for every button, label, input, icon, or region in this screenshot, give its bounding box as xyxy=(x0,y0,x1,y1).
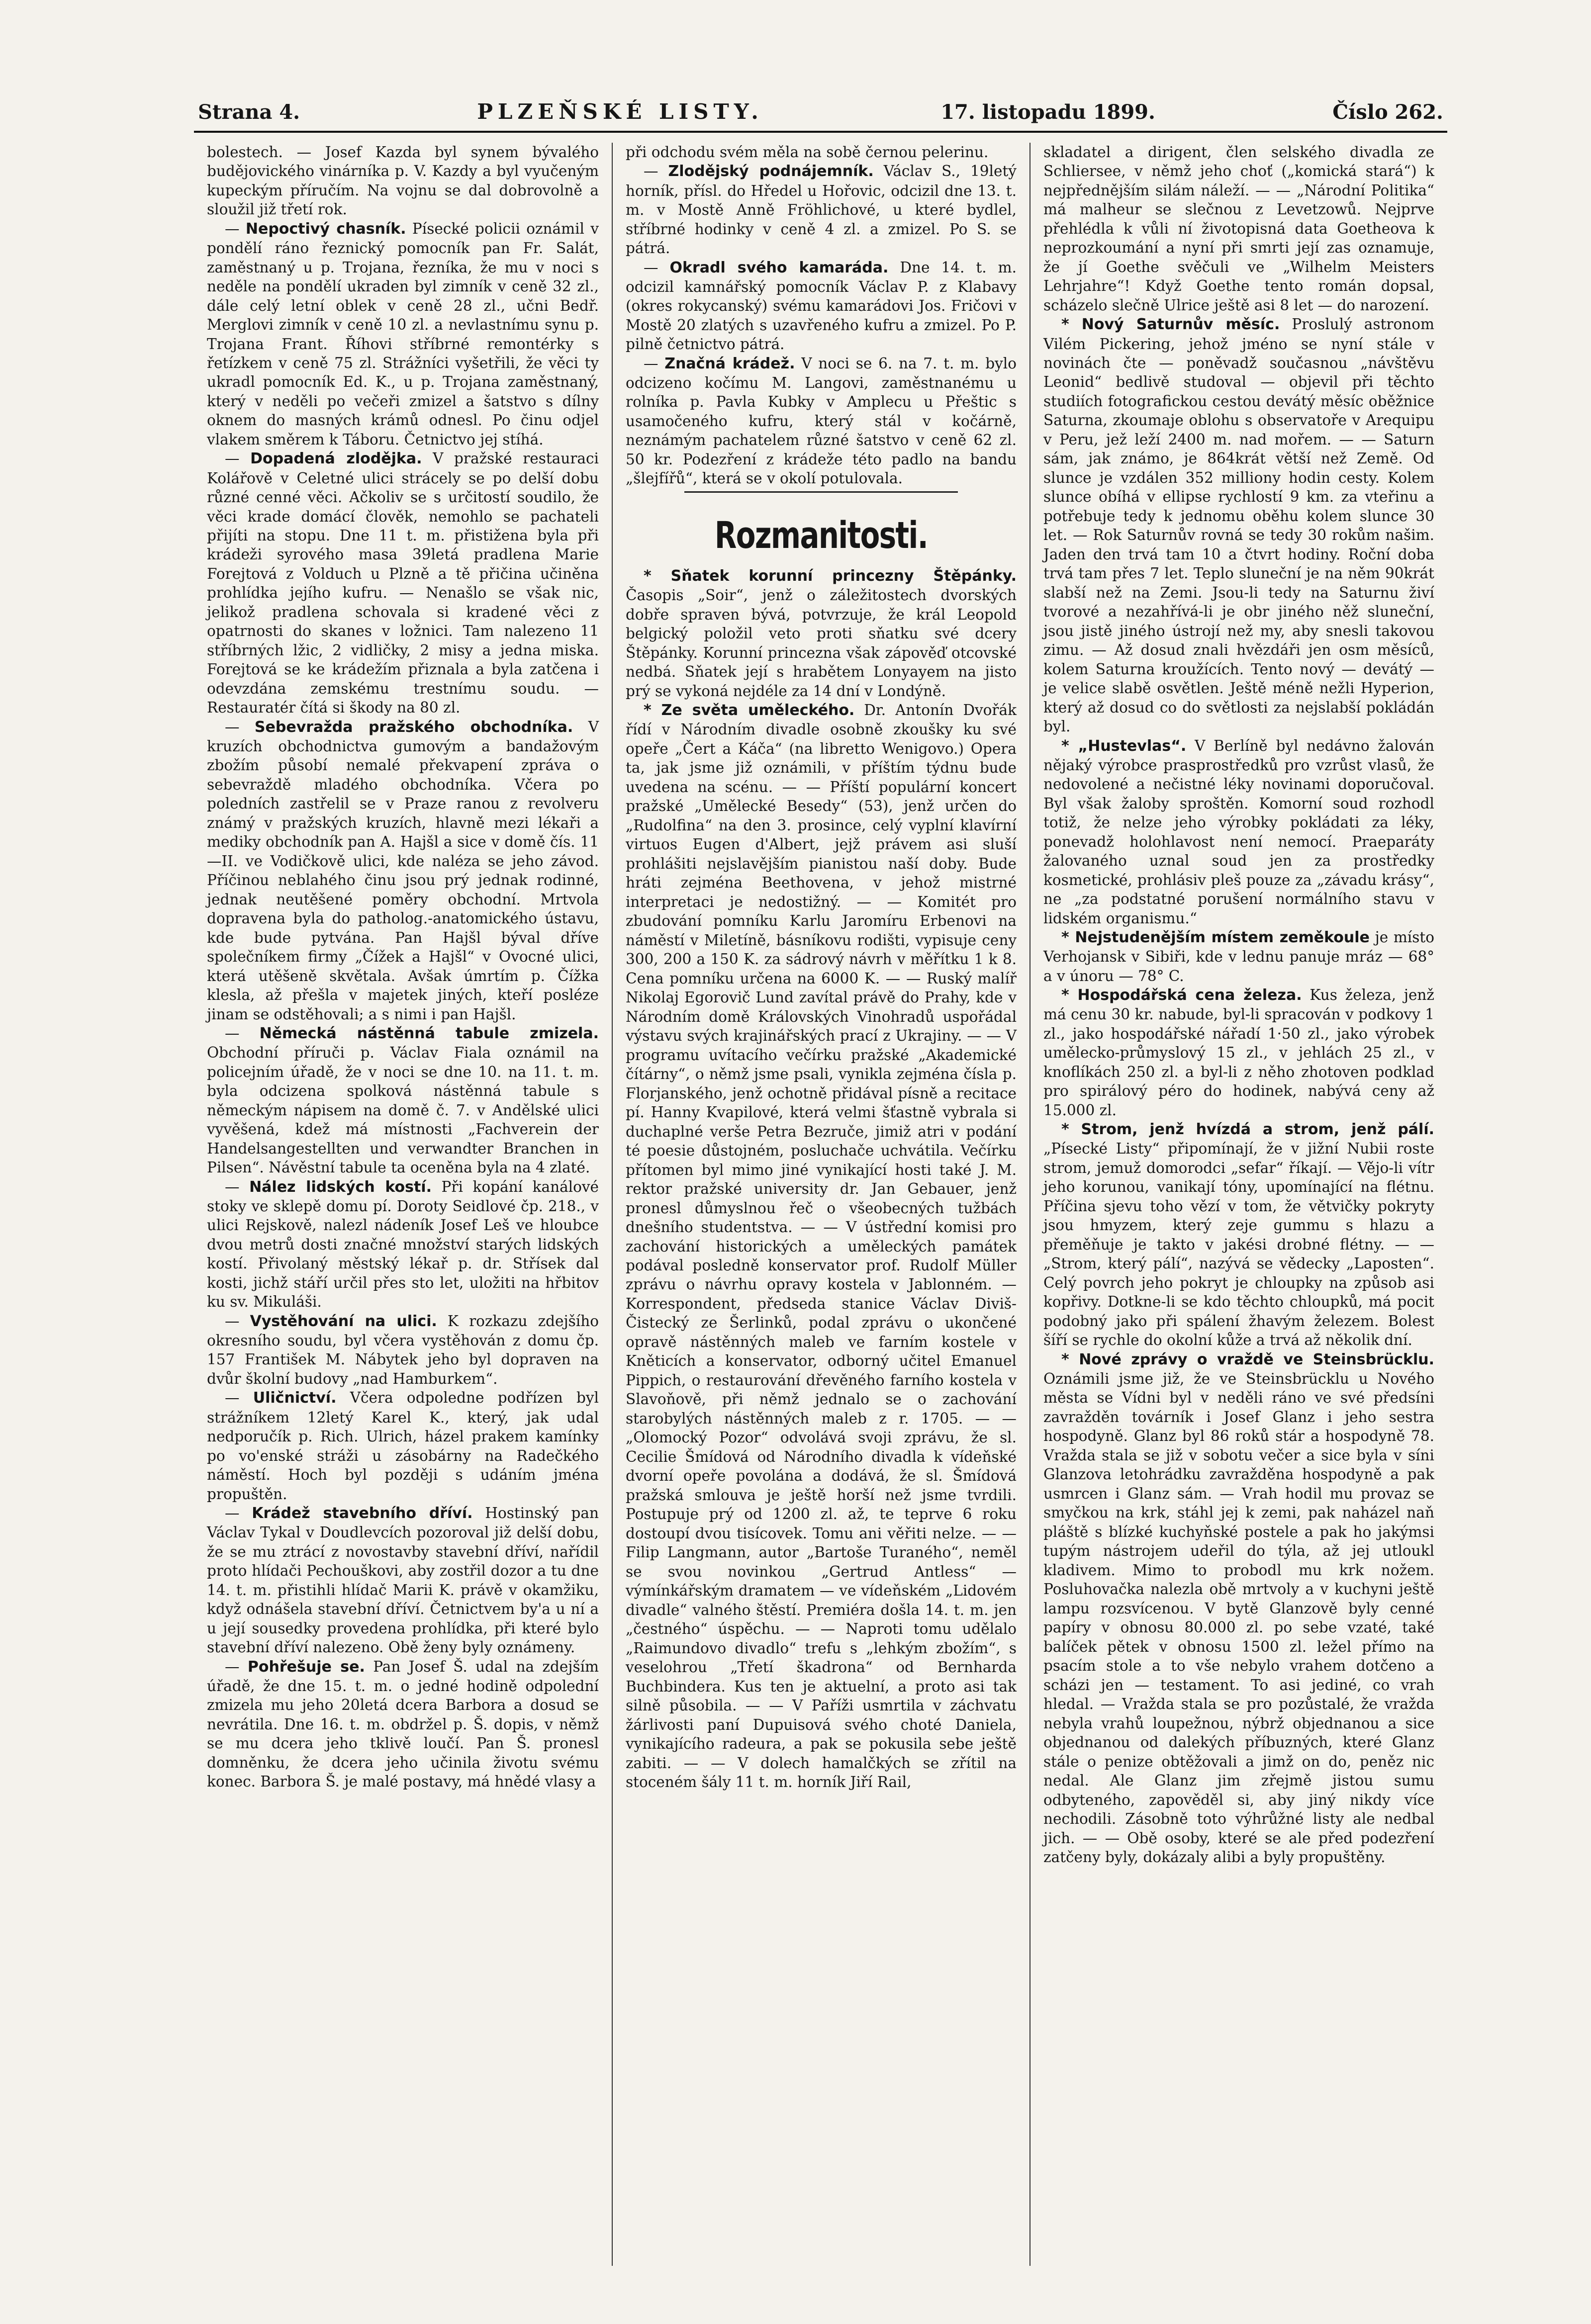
article: — Vystěhování na ulici. K rozkazu zdejšího okresního soudu, byl včera vystěhován z domu čp. 157 František M. Nábytek jeho byl dopraven na dvůr školní budovy „nad Hamburkem“. xyxy=(207,1312,599,1387)
page-number: Strana 4. xyxy=(198,100,300,124)
article: — Pohřešuje se. Pan Josef Š. udal na zdejším úřadě, že dne 15. t. m. o jedné hodině odpolední zmizela mu jeho 20letá dcera Barbora a dosud se nevrátila. Dne 16. t. m. obdržel p. Š. dopis, v němž se mu dcera jeho tklivě loučí. Pan Š. pronesl domněnku, že dcera jeho učinila životu svému konec. Barbora Š. je malé postavy, má hnědé vlasy a xyxy=(207,1658,599,1790)
article-body: Dr. Antonín Dvořák řídí v Národním divadle osobně zkoušky ku své opeře „Čert a Káča“ (na libretto Wenigovo.) Opera ta, jak jsme již oznámili, v příštím týdnu bude uvedena na scénu. — — Příští populární koncert pražské „Umělecké Besedy“ (53), jenž určen do „Rudolfina“ na den 3. prosince, celý vyplní klavírní virtuos Eugen d'Albert, jejž právem asi sluší prohlášiti nejslavějším pianistou naší doby. Bude hráti zejména Beethovena, v jehož mistrné interpretaci je nedostižný. — — Komitét pro zbudování pomníku Karlu Jaromíru Erbenovi na náměstí v Miletíně, básníkovu rodišti, vypisuje ceny 300, 200 a 150 K. za sádrový návrh v měřítku 1 k 8. Cena pomníku určena na 6000 K. — — Ruský malíř Nikolaj Egorovič Lund zavítal právě do Prahy, kde v Národním domě Královských Vinohradů uspořádal výstavu svých krajinářských prací z Ukrajiny. — — V programu uvítacího večírku pražské „Akademické čítárny“, o němž jsme psali, vynikla zejména čísla p. Florjanského, jenž ochotně přidával písně a recitace pí. Hanny Kvapilové, která velmi šťastně vybrala si duchaplné verše Petra Bezruče, jimiž atri v podání té poesie důstojném, posluchače uchvátila. Večírku přítomen byl mimo jiné vynikající hosti také J. M. rektor pražské university dr. Jan Gebauer, jenž pronesl důmyslnou řeč o všeobecných tužbách dnešního studentstva. — — V ústřední komisi pro zachování historických a uměleckých památek podával posledně konservator prof. Rudolf Müller zprávu o návrhu opravy kostela v Jablonném. — Korrespondent, předseda stanice Václav Diviš-Čistecký ze Šerlinků, podal zprávu o ukončené opravě nástěnných maleb ve farním kostele v Kněticích a konservator, odborný učitel Emanuel Pippich, o restaurování dřevěného farního kostela v Slavoňově, při němž jednalo se o zachování starobylých nástěnných maleb z r. 1705. — — „Olomocký Pozor“ odvolává svoji zprávu, že sl. Cecilie Šmídová od Národního divadla k vídeňské dvorní opeře povolána a dodává, že sl. Šmídová pražská smlouva je ještě horší než jsme tvrdili. Postupuje prý od 1200 zl. až, te teprve 6 roku dostoupí dvou tisícovek. Tomu ani věřiti nelze. — — Filip Langmann, autor „Bartoše Turaného“, neměl se svou novinkou „Gertrud Antless“ — výmínkářským dramatem — ve vídeňském „Lidovém divadle“ valného štěstí. Premiéra došla 14. t. m. jen „čestného“ úspěchu. — — Naproti tomu udělalo „Raimundovo divadlo“ trefu s „lehkým zbožím“, s veselohrou „Třetí škadrona“ od Bernharda Buchbindera. Kus ten je aktuelní, a proto asi tak silně působila. — — V Paříži usmrtila v záchvatu žárlivosti paní Dupuisová svého choté Daniela, vynikajícího radeura, a pak se pokusila sebe ještě zabiti. — — V dolech hamalčkých se zřítil na stoceném šály 11 t. m. horník Jiří Rail, xyxy=(626,702,1017,1791)
headline: Nález lidských kostí. xyxy=(249,1178,432,1196)
headline: * Nejstudenějším místem zeměkoule xyxy=(1061,929,1370,947)
headline: Německá nástěnná tabule zmizela. xyxy=(259,1025,599,1043)
headline: Dopadená zlodějka. xyxy=(250,450,422,468)
headline: * Hospodářská cena železa. xyxy=(1061,986,1302,1004)
headline: Sebevražda pražského obchodníka. xyxy=(254,718,573,736)
article-body: Časopis „Soir“, jenž o záležitostech dvorských dobře spraven bývá, potvrzuje, že král Leopold belgický položil veto proti sňatku své dcery Štěpánky. Korunní princezna však zápověď otcovské nedbá. Sňatek její s hrabětem Lonyayem na jisto prý se vykoná nejdéle za 14 dní v Londýně. xyxy=(626,587,1017,700)
article: — Dopadená zlodějka. V pražské restauraci Kolářově v Celetné ulici strácely se po delší dobu různé cenné věci. Ačkoliv se s určitostí soudilo, že věci krade domácí člověk, nemohlo se pachateli přijíti na stopu. Dne 11 t. m. přistižena byla při krádeži syrového masa 39letá pradlena Marie Forejtová z Volduch u Plzně a tě přičina učiněna prohlídka jejího kufru. — Nenašlo se však nic, jelikož pradlena schovala si kradené věci z opatrnosti do skanes v ložnici. Tam nalezeno 11 stříbrných lžic, 2 vidličky, 2 misy a jedna miska. Forejtová se ke krádežím přiznala a byla zatčena i odevzdána zemskému trestnímu soudu. — Restauratér čítá si škody na 80 zl. xyxy=(207,450,599,716)
paragraph: skladatel a dirigent, člen selského divadla ze Schliersee, v němž jeho choť („komická stará“) k nejpřednějším silám náleží. — — „Národní Politika“ má malheur se slečnou z Levetzowů. Nejprve přehlédla k vůli ní životopisná data Goetheova k neprozkoumání a nyní při smrti její zas oznamuje, že jí Goethe svěčuli ve „Wilhelm Meisters Lehrjahre“! Když Goethe tento román dopsal, scházelo slečně Ulrice ještě asi 8 let — do narození. xyxy=(1043,144,1434,314)
article: — Uličnictví. Včera odpoledne podřízen byl strážníkem 12letý Karel K., který, jak udal nedporučík p. Rich. Ulrich, házel prakem kamínky po vo'enské stráži u zásobárny na Radečkého náměstí. Hoch byl později s udáním jména propuštěn. xyxy=(207,1389,599,1503)
issue-date: 17. listopadu 1899. xyxy=(940,100,1155,124)
headline: Okradl svého kamaráda. xyxy=(669,259,889,276)
article xyxy=(1043,985,1434,1120)
article xyxy=(1043,1350,1434,1867)
article xyxy=(1043,736,1434,928)
article-body: Hostinský pan Václav Tykal v Doudlevcích pozoroval již delší dobu, že se mu ztrácí z novostavby stavební dříví, nařídil proto hlídači Pechouškovi, aby zostřil dozor a tu dne 14. t. m. přistihli hlídač Marii K. právě v okamžiku, když odnášela stavební dříví. Četnictvem by'a u ní a u její sousedky provedena prohlídka, při které bylo stavební dříví nalezeno. Obě ženy byly oznámeny. xyxy=(207,1504,599,1656)
headline: Nepoctivý chasník. xyxy=(245,220,406,238)
headline: * Nové zprávy o vraždě ve Steinsbrücklu. xyxy=(1061,1350,1434,1368)
article-body: Pan Josef Š. udal na zdejším úřadě, že dne 15. t. m. o jedné hodině odpolední zmizela mu jeho 20letá dcera Barbora a dosud se nevrátila. Dne 16. t. m. obdržel p. Š. dopis, v němž se mu dcera jeho tklivě loučí. Pan Š. pronesl domněnku, že dcera jeho učinila životu svému konec. Barbora Š. je malé postavy, má hnědé vlasy a xyxy=(207,1658,599,1790)
article-body: „Písecké Listy“ připomínají, že v jižní Nubii roste strom, jemuž domorodci „sefar“ říkají. — Vějo-li vítr jeho korunou, vanikají tóny, upomínající na flétnu. Příčina sjevu toho vězí v tom, že větvičky pokryty jsou hmyzem, který zeje gummu s hlazu a přeměňuje je takto v jakési drobné flétny. — — „Strom, který pálí“, nazývá se vědecky „Laposten“. Celý povrch jeho pokryt je chloupky na způsob asi kopřivy. Dotkne-li se kdo těchto chloupků, má pocit podobný jako při spálení žhavým železem. Bolest šíří se rychle do okolní kůže a trvá až několik dní. xyxy=(1043,1140,1434,1349)
article-body: Včera odpoledne podřízen byl strážníkem 12letý Karel K., který, jak udal nedporučík p. Rich. Ulrich, házel prakem kamínky po vo'enské stráži u zásobárny na Radečkého náměstí. Hoch byl později s udáním jména propuštěn. xyxy=(207,1389,599,1503)
headline: Krádež stavebního dříví. xyxy=(252,1504,473,1522)
article xyxy=(626,701,1017,1791)
paragraph: při odchodu svém měla na sobě černou pelerinu. xyxy=(626,144,989,161)
article: — Nepoctivý chasník. Písecké policii oznámil v pondělí ráno řeznický pomocník pan Fr. Salát, zaměstnaný u p. Trojana, řezníka, že mu v noci s neděle na pondělí ukraden byl zimník v ceně 32 zl., dále celý letní oblek v ceně 28 zl., učni Bedř. Merglovi zimník v ceně 10 zl. a nevlastnímu synu p. Trojana Frant. Říhovi stříbrné remontérky s řetízkem v ceně 75 zl. Strážníci vyšetřili, že věci ty ukradl pomocník Ed. K., u p. Trojana zaměstnaný, který v neděli po večeři zmizel a šatstvo s dílny oknem do masných krámů odnesl. Po činu odjel vlakem směrem k Táboru. Četnictvo jej stíhá. xyxy=(207,220,599,448)
headline: Zlodějský podnájemník. xyxy=(668,163,874,180)
article-body: V pražské restauraci Kolářově v Celetné ulici strácely se po delší dobu různé cenné věci. Ačkoliv se s určitostí soudilo, že věci krade domácí člověk, nemohlo se pachateli přijíti na stopu. Dne 11 t. m. přistižena byla při krádeži syrového masa 39letá pradlena Marie Forejtová z Volduch u Plzně a tě přičina učiněna prohlídka jejího kufru. — Nenašlo se však nic, jelikož pradlena schovala si kradené věci z opatrnosti do skanes v ložnici. Tam nalezeno 11 stříbrných lžic, 2 vidličky, 2 misy a jedna miska. Forejtová se ke krádežím přiznala a byla zatčena i odevzdána zemskému trestnímu soudu. — Restauratér čítá si škody na 80 zl. xyxy=(207,450,599,716)
article xyxy=(626,566,1017,701)
article: — Krádež stavebního dříví. Hostinský pan Václav Tykal v Doudlevcích pozoroval již delší dobu, že se mu ztrácí z novostavby stavební dříví, nařídil proto hlídači Pechouškovi, aby zostřil dozor a tu dne 14. t. m. přistihli hlídač Marii K. právě v okamžiku, když odnášela stavební dříví. Četnictvem by'a u ní a u její sousedky provedena prohlídka, při které bylo stavební dříví nalezeno. Obě ženy byly oznámeny. xyxy=(207,1504,599,1656)
article xyxy=(1043,928,1434,985)
article-body: V Berlíně byl nedávno žalován nějaký výrobce prasprostředků pro vzrůst vlasů, že nedovolené a nečistné léky novinami doporučoval. Byl však žaloby sproštěn. Komorní soud rozhodl totiž, že nelze jeho výrobky pokládati za léky, ponevadž holohlavost není nemocí. Praeparáty žalovaného uznal soud jen za prostředky kosmetické, prohlásiv pleš pouze za „závadu krásy“, ne „za podstatné porušení normálního stavu v lidském organismu.“ xyxy=(1043,737,1434,927)
section-divider xyxy=(684,491,958,493)
article: — Německá nástěnná tabule zmizela. Obchodní příruči p. Václav Fiala oznámil na policejním úřadě, že v noci se dne 10. na 11. t. m. byla odcizena spolková nástěnná tabule s německým nápisem na domě č. 7. v Andělské ulici vyvěšená, kdež má místnosti „Fachverein der Handelsangestellten und verwandter Branchen in Pilsen“. Návěstní tabule ta oceněna byla na 4 zlaté. xyxy=(207,1025,599,1176)
article-body: Kus železa, jenž má cenu 30 kr. nabude, byl-li spracován v podkovy 1 zl., jako hospodářské nářadí 1·50 zl., jako výrobek umělecko-průmyslový 15 zl., v jehlách 25 zl., v knoflíkách 250 zl. a byl-li z něho zhotoven podklad pro spirálový péro do hodinek, nabývá ceny až 15.000 zl. xyxy=(1043,986,1434,1119)
article-body: Oznámili jsme již, že ve Steinsbrücklu u Nového města se Vídni byl v neděli ráno ve své předsíni zavražděn továrník i Josef Glanz i jeho sestra hospodyně. Glanz byl 86 roků stár a hospodyně 78. Vražda stala se již v sobotu večer a sice byla v síni Glanzova letohrádku zavražděna hospodyně a pak usmrcen i Glanz sám. — Vrah hodil mu provaz se smyčkou na krk, stáhl jej k zemi, pak naházel naň pláště s blízké kuchyňské postele a pak ho jakýmsi tupým nástrojem udeřil do týla, až jej utloukl kladivem. Mimo to probodl mu krk nožem. Posluhovačka nalezla obě mrtvoly a v kuchyni ještě lampu rozsvícenou. V bytě Glanzově byly cenné papíry v obnosu 80.000 zl. po sebe vzaté, také balíček pětek v obnosu 1500 zl. ležel přímo na psacím stole a to vše nebylo vrahem dotčeno a scházi jen — testament. To asi jediné, co vrah hledal. — Vražda stala se pro pozůstalé, že vražda nebyla vrahů loupežnou, nýbrž objednanou a sice objednanou od dalekých příbuzných, které Glanz stále o penize obtěžovali a jimž on do, peněz nic nedal. Ale Glanz jim zřejmě jistou sumu odbyteného, zapověděl si, aby jiný nikdy více nechodili. Zásobně toto výhrůžné listy ale nedbal jich. — — Obě osoby, které se ale před podezření zatčeny byly, dokázaly alibi a byly propuštěny. xyxy=(1043,1370,1434,1866)
article-body: Obchodní příruči p. Václav Fiala oznámil na policejním úřadě, že v noci se dne 10. na 11. t. m. byla odcizena spolková nástěnná tabule s německým nápisem na domě č. 7. v Andělské ulici vyvěšená, kdež má místnosti „Fachverein der Handelsangestellten und verwandter Branchen in Pilsen“. Návěstní tabule ta oceněna byla na 4 zlaté. xyxy=(207,1044,599,1176)
article-body: Písecké policii oznámil v pondělí ráno řeznický pomocník pan Fr. Salát, zaměstnaný u p. Trojana, řezníka, že mu v noci s neděle na pondělí ukraden byl zimník v ceně 32 zl., dále celý letní oblek v ceně 28 zl., učni Bedř. Merglovi zimník v ceně 10 zl. a nevlastnímu synu p. Trojana Frant. Říhovi stříbrné remontérky s řetízkem v ceně 75 zl. Strážníci vyšetřili, že věci ty ukradl pomocník Ed. K., u p. Trojana zaměstnaný, který v neděli po večeři zmizel a šatstvo s dílny oknem do masných krámů odnesl. Po činu odjel vlakem směrem k Táboru. Četnictvo jej stíhá. xyxy=(207,220,599,448)
page-header xyxy=(194,99,1447,131)
headline: * Sňatek korunní princezny Štěpánky. xyxy=(644,567,1017,585)
article: — Sebevražda pražského obchodníka. V kruzích obchodnictva gumovým a bandažovým zbožím působí nemalé překvapení zpráva o sebevraždě mladého obchodníka. Včera po poledních zastřelil se v Praze ranou z revolveru známý v pražských kruzích, hlavně mezi lékaři a mediky obchodník pan A. Hajšl a sice v domě čís. 11—II. ve Vodičkově ulici, kde naléza se jeho závod. Příčinou neblahého činu jsou prý jednak rodinné, jednak neutěšené poměry obchodní. Mrtvola dopravena byla do patholog.-anatomického ústavu, kde bude pytvána. Pan Hajšl býval dříve společníkem firmy „Čížek a Hajšl“ v Ovocné ulici, která utěšeně skvětala. Avšak úmrtím p. Čížka klesla, až přešla v majetek jiných, kteří posléze jinam se odstěhovali; a s nimi i pan Hajšl. xyxy=(207,718,599,1023)
headline: * Nový Saturnův měsíc. xyxy=(1061,316,1280,334)
article-body: V noci se 6. na 7. t. m. bylo odcizeno kočímu M. Langovi, zaměstnanému u rolníka p. Pavla Kubky v Amplecu u Přeštic s usamočeného kufru, který stál v kočárně, neznámým pachatelem různé šatstvo v ceně 62 zl. 50 kr. Podezření z krádeže této padlo na bandu „šlejfířů“, která se v okolí potulovala. xyxy=(626,355,1017,487)
column-2 xyxy=(612,143,1029,2266)
article xyxy=(1043,315,1434,736)
header-rule xyxy=(194,131,1447,133)
column-3 xyxy=(1029,143,1447,2266)
article: — Značná krádež. V noci se 6. na 7. t. m. bylo odcizeno kočímu M. Langovi, zaměstnanému u rolníka p. Pavla Kubky v Amplecu u Přeštic s usamočeného kufru, který stál v kočárně, neznámým pachatelem různé šatstvo v ceně 62 zl. 50 kr. Podezření z krádeže této padlo na bandu „šlejfířů“, která se v okolí potulovala. xyxy=(626,355,1017,487)
article: — Nález lidských kostí. Při kopání kanálové stoky ve sklepě domu pí. Doroty Seidlové čp. 218., v ulici Rejskově, nalezl nádeník Josef Leš ve hloubce dvou metrů dosti značné množství starých lidských kostí. Přivolaný městský lékař p. dr. Střísek dal kosti, jichž stáří určil přes sto let, uložiti na hřbitov ku sv. Mikuláši. xyxy=(207,1178,599,1311)
headline: * Strom, jenž hvízdá a strom, jenž pálí. xyxy=(1061,1121,1434,1139)
article-body: Při kopání kanálové stoky ve sklepě domu pí. Doroty Seidlové čp. 218., v ulici Rejskově, nalezl nádeník Josef Leš ve hloubce dvou metrů dosti značné množství starých lidských kostí. Přivolaný městský lékař p. dr. Střísek dal kosti, jichž stáří určil přes sto let, uložiti na hřbitov ku sv. Mikuláši. xyxy=(207,1178,599,1311)
article: — Zlodějský podnájemník. Václav S., 19letý horník, přísl. do Hředel u Hořovic, odcizil dne 13. t. m. v Mostě Anně Fröhlichové, u které bydlel, stříbrné hodinky v ceně 4 zl. a zmizel. Po S. se pátrá. xyxy=(626,163,1017,257)
article-columns xyxy=(194,143,1447,2266)
article-body: Václav S., 19letý horník, přísl. do Hředel u Hořovic, odcizil dne 13. t. m. v Mostě Anně Fröhlichové, u které bydlel, stříbrné hodinky v ceně 4 zl. a zmizel. Po S. se pátrá. xyxy=(626,163,1017,257)
headline: * Ze světa uměleckého. xyxy=(644,702,855,719)
section-title: Rozmanitosti. xyxy=(714,514,928,557)
article-body: je místo Verhojansk v Sibiři, kde v lednu panuje mráz — 68° a v únoru — 78° C. xyxy=(1043,929,1434,984)
headline: * „Hustevlas“. xyxy=(1061,737,1187,755)
article-body: Dne 14. t. m. odcizil kamnářský pomocník Václav P. z Klabavy (okres rokycanský) svému kamarádovi Jos. Fričovi v Mostě 20 zlatých s uzavřeného kufru a zmizel. Po P. pilně četnictvo pátrá. xyxy=(626,259,1017,353)
column-1 xyxy=(194,143,612,2266)
headline: Uličnictví. xyxy=(253,1389,337,1407)
headline: Značná krádež. xyxy=(664,355,795,372)
article-body: Proslulý astronom Vilém Pickering, jehož jméno se nyní stále v novinách čte — poněvadž současnou „návštěvu Leonid“ bedlivě studoval — objevil při těchto studiích fotografickou cestou devátý měsíc oběžnice Saturna, zkoumaje oblohu s observatoře v Arequipu v Peru, jež leží 2400 m. nad mořem. — — Saturn sám, jak známo, je 864krát větší než Země. Od slunce je vzdálen 352 milliony hodin cesty. Kolem slunce obíhá v ellipse rychlostí 9 km. za vteřinu a potřebuje tedy k jednomu oběhu kolem slunce 30 let. — Rok Saturnův rovná se tedy 30 rokům našim. Jaden den trvá tam 10 a čtvrt hodiny. Roční doba trvá tam přes 7 let. Teplo sluneční je na něm 90krát slabší než na Zemi. Jsou-li tedy na Saturnu živí tvorové a nezahřívá-li je obr jiného něž sluneční, jsou jistě jiného ústrojí než my, aby snesli takovou zimu. — Až dosud znali hvězdáři jen osm měsíců, kolem Saturna kroužících. Tento nový — devátý — je velice slabě osvětlen. Ještě méně nežli Hyperion, který až dosud co do světlosti za nejslabší pokládán byl. xyxy=(1043,316,1434,735)
article: — Okradl svého kamaráda. Dne 14. t. m. odcizil kamnářský pomocník Václav P. z Klabavy (okres rokycanský) svému kamarádovi Jos. Fričovi v Mostě 20 zlatých s uzavřeného kufru a zmizel. Po P. pilně četnictvo pátrá. xyxy=(626,259,1017,353)
article-body: K rozkazu zdejšího okresního soudu, byl včera vystěhován z domu čp. 157 František M. Nábytek jeho byl dopraven na dvůr školní budovy „nad Hamburkem“. xyxy=(207,1312,599,1387)
issue-number: Číslo 262. xyxy=(1332,100,1443,124)
headline: Vystěhování na ulici. xyxy=(250,1312,437,1330)
masthead: PLZEŇSKÉ LISTY. xyxy=(477,99,763,124)
article xyxy=(1043,1120,1434,1349)
newspaper-page xyxy=(194,99,1447,2277)
article-body: V kruzích obchodnictva gumovým a bandažovým zbožím působí nemalé překvapení zpráva o sebevraždě mladého obchodníka. Včera po poledních zastřelil se v Praze ranou z revolveru známý v pražských kruzích, hlavně mezi lékaři a mediky obchodník pan A. Hajšl a sice v domě čís. 11—II. ve Vodičkově ulici, kde naléza se jeho závod. Příčinou neblahého činu jsou prý jednak rodinné, jednak neutěšené poměry obchodní. Mrtvola dopravena byla do patholog.-anatomického ústavu, kde bude pytvána. Pan Hajšl býval dříve společníkem firmy „Čížek a Hajšl“ v Ovocné ulici, která utěšeně skvětala. Avšak úmrtím p. Čížka klesla, až přešla v majetek jiných, kteří posléze jinam se odstěhovali; a s nimi i pan Hajšl. xyxy=(207,718,599,1023)
headline: Pohřešuje se. xyxy=(247,1658,365,1676)
paragraph: bolestech. — Josef Kazda byl synem bývalého budějovického vinárníka p. V. Kazdy a byl vyučeným kupeckým příručím. Na vojnu se dal dobrovolně a sloužil již třetí rok. xyxy=(207,144,599,218)
